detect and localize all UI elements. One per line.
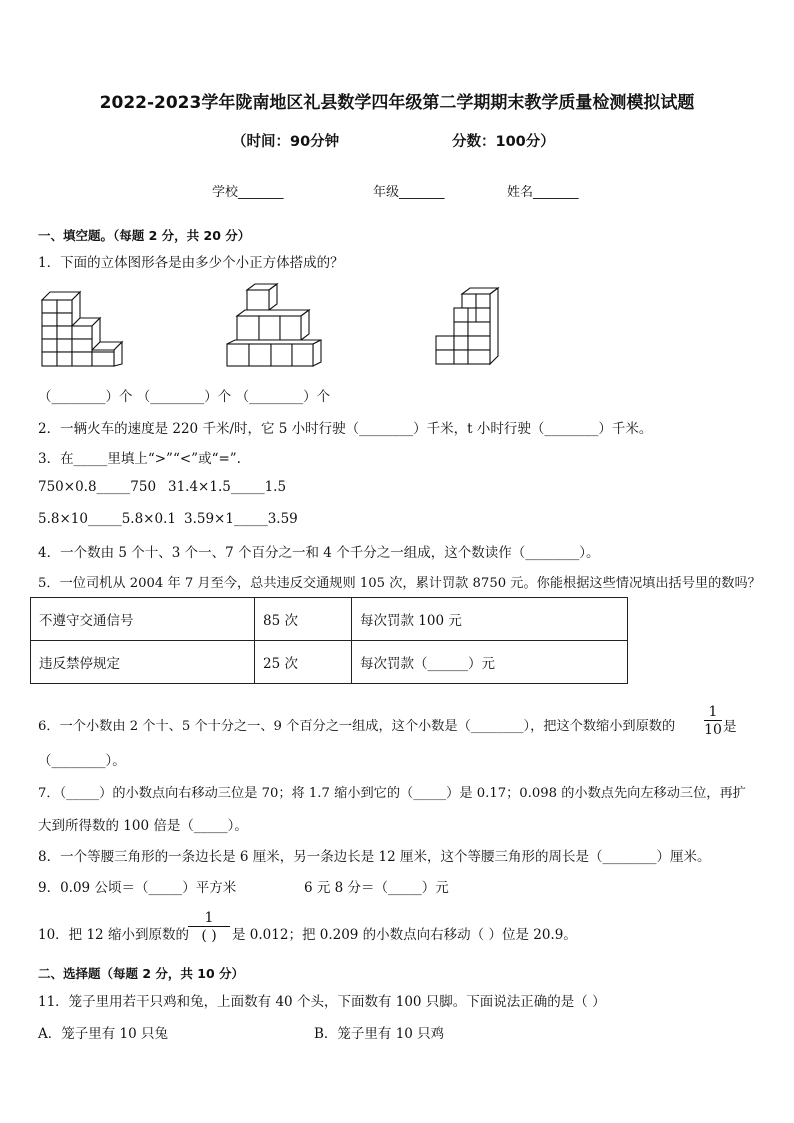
question-10-fraction	[188, 910, 230, 945]
section-1-heading: 一、填空题。（每题 2 分，共 20 分）	[38, 228, 251, 243]
table-row	[31, 598, 628, 641]
cube-figure-3	[432, 286, 502, 368]
question-11: 11．笼子里用若干只鸡和兔，上面数有 40 个头，下面数有 100 只脚。下面说法正确的是（ ）	[38, 994, 606, 1010]
question-9-item-a: 9．0.09 公顷＝（_____）平方米	[38, 880, 237, 896]
question-3-item-b: 31.4×1.5_____1.5	[168, 479, 287, 495]
table-cell: 每次罚款（______）元	[352, 641, 628, 684]
question-10: 10．把 12 缩小到原数的	[38, 927, 189, 943]
fraction-denominator: 10	[704, 722, 722, 738]
table-cell: 每次罚款 100 元	[352, 598, 628, 641]
table-cell: 85 次	[255, 598, 352, 641]
grade-field: 年级_______	[373, 185, 445, 200]
question-6-suffix: 是	[723, 719, 737, 735]
question-7-continued: 大到所得数的 100 倍是（_____）。	[38, 818, 248, 834]
question-2: 2．一辆火车的速度是 220 千米/时，它 5 小时行驶（________）千米，t 小时行驶（________）千米。	[38, 421, 653, 437]
fraction-denominator: ( )	[201, 928, 217, 944]
section-2-heading: 二、选择题（每题 2 分，共 10 分）	[38, 966, 245, 981]
name-field: 姓名_______	[507, 185, 579, 200]
question-3: 3．在_____里填上“>”“<”或“=”.	[38, 451, 241, 467]
table-cell: 不遵守交通信号	[31, 598, 255, 641]
table-row	[31, 641, 628, 684]
exam-score: 分数：100分）	[452, 134, 555, 150]
question-11-option-b[interactable]: B．笼子里有 10 只鸡	[314, 1026, 445, 1042]
question-3-item-c: 5.8×10_____5.8×0.1	[38, 511, 176, 527]
question-3-item-d: 3.59×1_____3.59	[184, 511, 298, 527]
question-9-item-b: 6 元 8 分＝（_____）元	[304, 880, 449, 896]
cube-figure-1	[40, 286, 130, 368]
question-1-answer-blanks: （________）个 （________）个 （________）个	[38, 389, 331, 405]
cube-figure-2	[225, 282, 325, 368]
fraction-numerator: 1	[188, 910, 230, 927]
question-11-option-a[interactable]: A．笼子里有 10 只兔	[38, 1026, 169, 1042]
question-5: 5．一位司机从 2004 年 7 月至今，总共违反交通规则 105 次，累计罚款 8750 元。你能根据这些情况填出括号里的数吗？	[38, 576, 761, 591]
school-field: 学校_______	[212, 185, 284, 200]
exam-time: （时间：90分钟	[232, 134, 340, 150]
question-6-blank: （________）。	[38, 753, 126, 769]
fraction-numerator: 1	[704, 704, 722, 721]
question-5-table	[30, 597, 628, 684]
question-3-item-a: 750×0.8_____750	[38, 479, 157, 495]
question-8: 8．一个等腰三角形的一条边长是 6 厘米，另一条边长是 12 厘米，这个等腰三角形的周长是（________）厘米。	[38, 849, 711, 865]
table-cell: 25 次	[255, 641, 352, 684]
question-6-fraction	[704, 704, 722, 739]
table-cell: 违反禁停规定	[31, 641, 255, 684]
page-title: 2022-2023学年陇南地区礼县数学四年级第二学期期末教学质量检测模拟试题	[99, 93, 695, 113]
question-10-continued: 是 0.012；把 0.209 的小数点向右移动（ ）位是 20.9。	[232, 927, 577, 943]
question-7: 7．（_____）的小数点向右移动三位是 70；将 1.7 缩小到它的（_____）是 0.17；0.098 的小数点先向左移动三位，再扩	[38, 786, 746, 801]
question-6: 6．一个小数由 2 个十、5 个十分之一、9 个百分之一组成，这个小数是（________），把这个数缩小到原数的	[38, 719, 676, 734]
question-1: 1．下面的立体图形各是由多少个小正方体搭成的？	[38, 255, 344, 271]
question-4: 4．一个数由 5 个十、3 个一、7 个百分之一和 4 个千分之一组成，这个数读作（________）。	[38, 545, 600, 561]
